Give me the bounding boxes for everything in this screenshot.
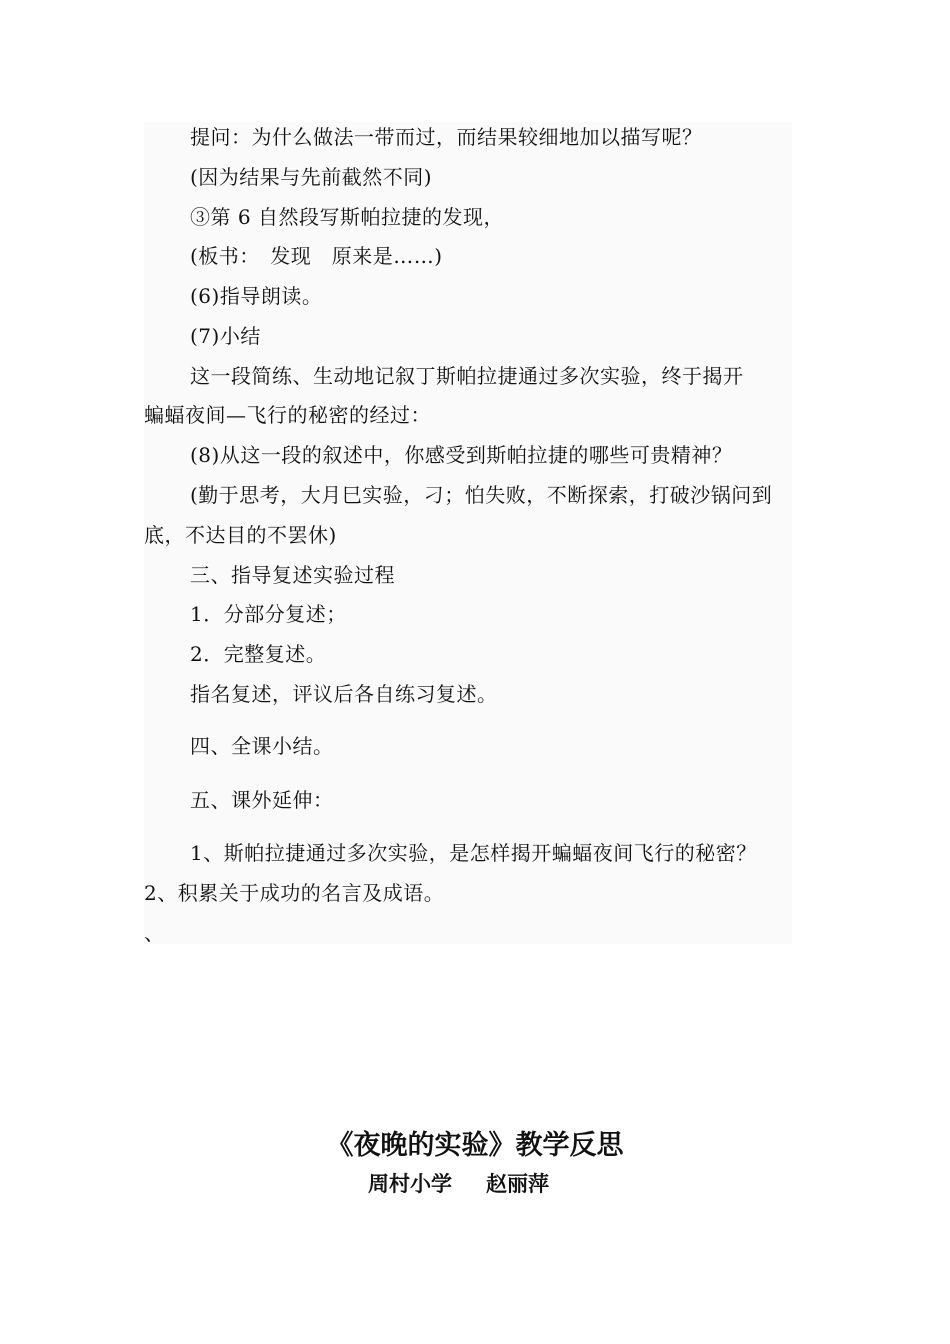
section-heading: 三、指导复述实验过程 [190, 563, 395, 587]
paragraph-line: 指名复述，评议后各自练习复述。 [190, 682, 498, 706]
paragraph-line: 这一段简练、生动地记叙丁斯帕拉捷通过多次实验，终于揭开 [190, 364, 744, 388]
list-item: 1、斯帕拉捷通过多次实验，是怎样揭开蝙蝠夜间飞行的秘密？ [190, 841, 757, 865]
paragraph-line: 底，不达目的不罢休) [144, 523, 337, 547]
paragraph-line: (8)从这一段的叙述中，你感受到斯帕拉捷的哪些可贵精神？ [190, 443, 733, 467]
reflection-title: 《夜晚的实验》教学反思 [326, 1130, 624, 1161]
list-item: 2．完整复述。 [190, 642, 327, 666]
list-item: 2、积累关于成功的名言及成语。 [144, 881, 445, 905]
paragraph-line: (因为结果与先前截然不同) [190, 165, 433, 189]
list-item: 1．分部分复述； [190, 602, 347, 626]
paragraph-line: (勤于思考，大月巳实验，刁；怕失败，不断探索，打破沙锅问到 [190, 483, 773, 507]
section-heading: 五、课外延伸： [190, 788, 334, 812]
byline [368, 1170, 549, 1198]
paragraph-line: 提问：为什么做法一带而过，而结果较细地加以描写呢？ [190, 125, 703, 149]
author-name: 赵丽萍 [486, 1171, 549, 1196]
stray-mark: 、 [144, 921, 165, 945]
paragraph-line: (6)指导朗读。 [190, 284, 323, 308]
paragraph-line: 蝙蝠夜间—飞行的秘密的经过： [144, 403, 431, 427]
paragraph-line: (7)小结 [190, 324, 261, 348]
paragraph-line: (板书： 发现 原来是……) [190, 244, 443, 268]
school-name: 周村小学 [368, 1171, 452, 1196]
paragraph-line: ③第 6 自然段写斯帕拉捷的发现， [190, 205, 504, 229]
section-heading: 四、全课小结。 [190, 734, 334, 758]
